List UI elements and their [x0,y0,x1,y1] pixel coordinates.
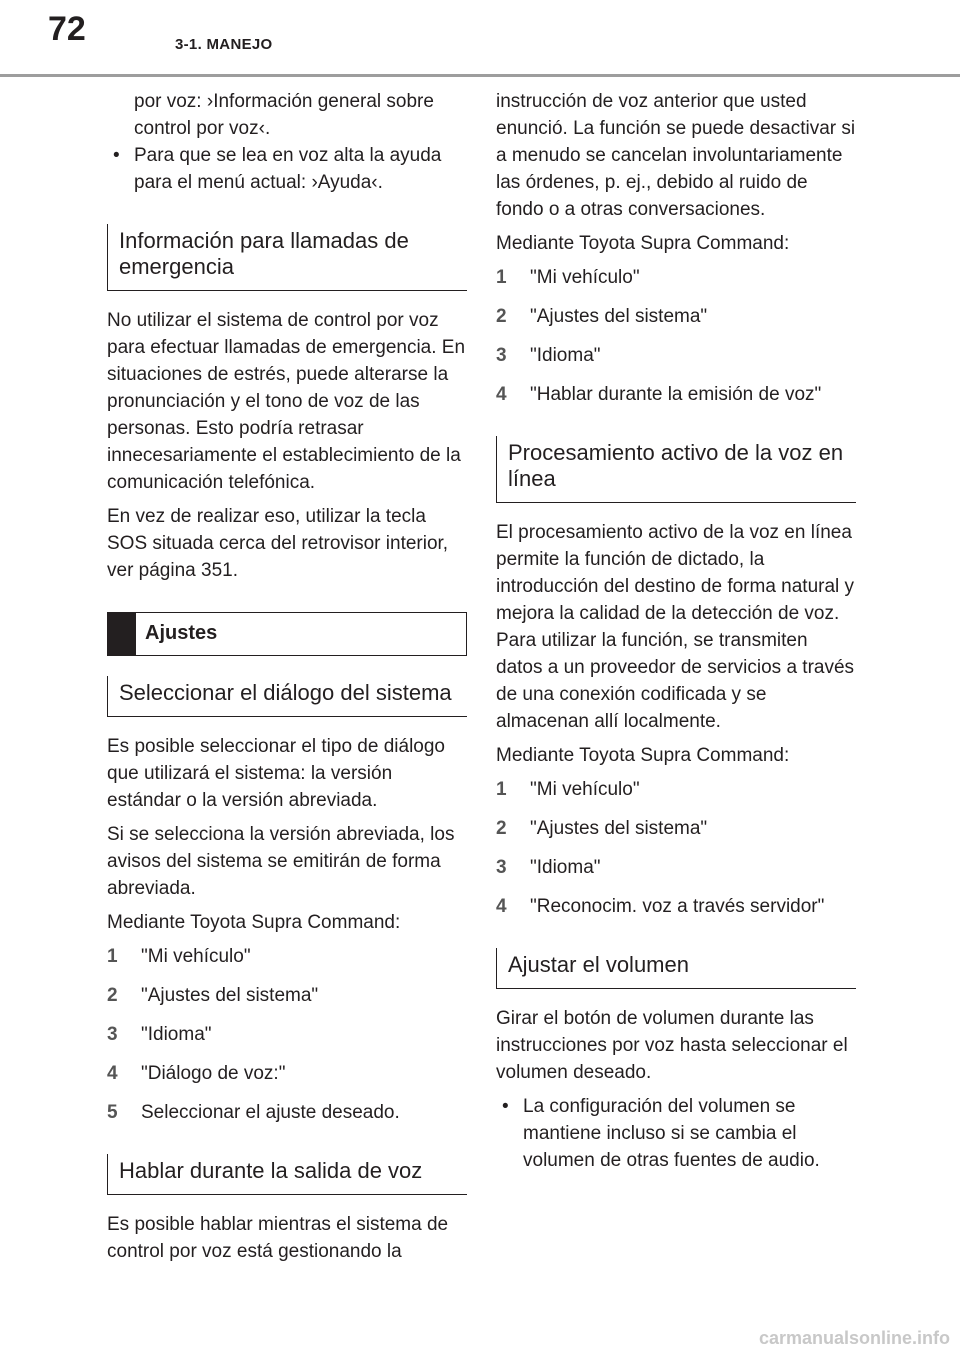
step-item [107,943,467,970]
step-item [496,854,856,881]
left-column [107,88,467,1272]
step-number: 4 [107,1063,118,1084]
step-text: "Idioma" [530,345,601,366]
step-text: "Idioma" [530,857,601,878]
step-text: Seleccionar el ajuste deseado. [141,1102,400,1123]
step-text: "Mi vehículo" [530,267,640,288]
step-number: 3 [107,1024,118,1045]
bullet-item [107,142,467,196]
step-text: "Reconocim. voz a través servidor" [530,896,825,917]
bullet-icon: • [502,1096,509,1117]
step-text: "Ajustes del sistema" [141,985,319,1006]
bullet-text: Para que se lea en voz alta la ayuda para el menú actual: ›Ayuda‹. [134,145,442,193]
step-text: "Hablar durante la emisión de voz" [530,384,822,405]
step-number: 4 [496,384,507,405]
step-text: "Mi vehículo" [530,779,640,800]
step-item [107,1060,467,1087]
page-header [0,0,960,80]
step-number: 3 [496,345,507,366]
step-item [496,776,856,803]
step-item [496,303,856,330]
step-text: "Idioma" [141,1024,212,1045]
step-text: "Ajustes del sistema" [530,306,708,327]
step-number: 2 [496,306,507,327]
heading-volume: Ajustar el volumen [496,948,856,989]
step-text: "Mi vehículo" [141,946,251,967]
heading-dialog: Seleccionar el diálogo del sistema [107,676,467,717]
paragraph: Es posible seleccionar el tipo de diálogo que utilizará el sistema: la versión estándar o la versión abreviada. [107,736,445,811]
heading-ajustes-text: Ajustes [145,622,218,644]
bullet-text: La configuración del volumen se mantiene incluso si se cambia el volumen de otras fuentes de audio. [523,1096,820,1171]
header-divider [0,74,960,77]
bullet-item [496,1093,856,1174]
right-column [496,88,856,1174]
step-item [496,381,856,408]
step-item [496,264,856,291]
step-number: 4 [496,896,507,917]
step-text: "Ajustes del sistema" [530,818,708,839]
step-item [496,815,856,842]
step-number: 3 [496,857,507,878]
paragraph: por voz: ›Información general sobre control por voz‹. [134,91,434,139]
step-number: 5 [107,1102,118,1123]
bullet-icon: • [113,145,120,166]
paragraph: El procesamiento activo de la voz en línea permite la función de dictado, la introducción del destino de forma natural y mejora la calidad de la detección de voz. Para utilizar la función, se transmiten datos a un proveedor de servicios a través de una conexión codificada y se almacenan allí localmente. [496,522,855,732]
step-number: 1 [496,267,507,288]
step-item [107,1021,467,1048]
paragraph: instrucción de voz anterior que usted enunció. La función se puede desactivar si a menudo se cancelan involuntariamente las órdenes, p. ej., debido al ruido de fondo o a otras conversaciones. [496,91,856,220]
step-item [107,982,467,1009]
heading-marker [108,613,136,655]
paragraph: Mediante Toyota Supra Command: [496,745,790,766]
step-number: 1 [496,779,507,800]
step-item [496,342,856,369]
step-item [107,1099,467,1126]
page-number: 72 [48,10,86,48]
paragraph: En vez de realizar eso, utilizar la tecla SOS situada cerca del retrovisor interior, ver página 351. [107,506,449,581]
paragraph: Mediante Toyota Supra Command: [107,912,401,933]
paragraph: Mediante Toyota Supra Command: [496,233,790,254]
paragraph: Es posible hablar mientras el sistema de control por voz está gestionando la [107,1214,449,1262]
watermark: carmanualsonline.info [758,1328,950,1348]
heading-emergency: Información para llamadas de emergencia [107,224,467,291]
step-number: 2 [496,818,507,839]
step-number: 1 [107,946,118,967]
step-item [496,893,856,920]
paragraph: Si se selecciona la versión abreviada, los avisos del sistema se emitirán de forma abreviada. [107,824,455,899]
section-title: 3-1. MANEJO [175,36,273,53]
heading-online: Procesamiento activo de la voz en línea [496,436,856,503]
paragraph: No utilizar el sistema de control por voz para efectuar llamadas de emergencia. En situaciones de estrés, puede alterarse la pronunciación y el tono de voz de las personas. Esto podría retrasar innecesariamente el establecimiento de la comunicación telefónica. [107,310,466,493]
step-text: "Diálogo de voz:" [141,1063,286,1084]
step-number: 2 [107,985,118,1006]
heading-ajustes [107,612,467,656]
heading-talk: Hablar durante la salida de voz [107,1154,467,1195]
paragraph: Girar el botón de volumen durante las instrucciones por voz hasta seleccionar el volumen deseado. [496,1008,848,1083]
